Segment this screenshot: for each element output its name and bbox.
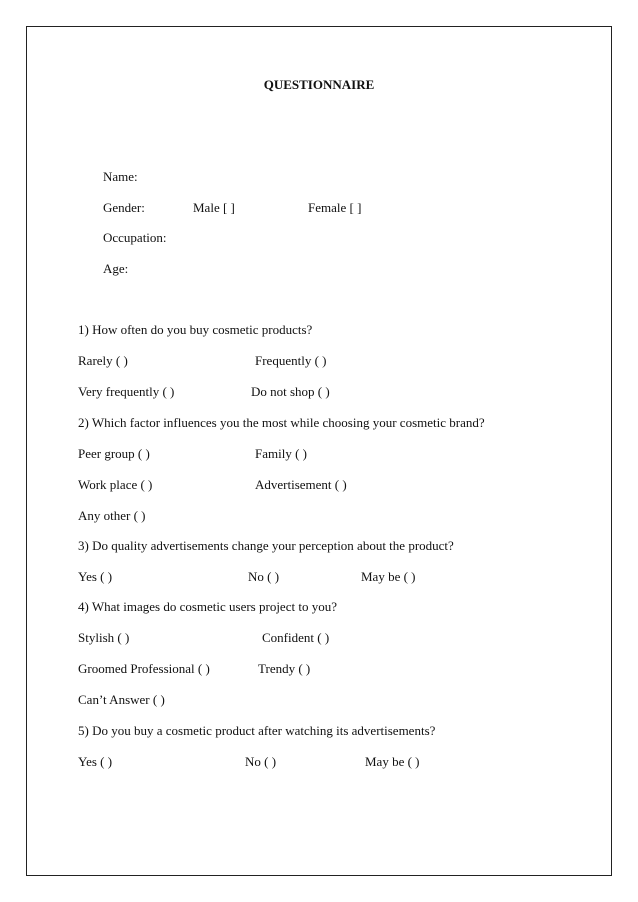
q3-option-yes[interactable]: Yes ( ) — [78, 569, 113, 584]
q1-option-rarely[interactable]: Rarely ( ) — [78, 353, 128, 368]
q4-option-trendy[interactable]: Trendy ( ) — [258, 661, 311, 676]
q5-option-yes[interactable]: Yes ( ) — [78, 754, 113, 769]
q3-option-may-be[interactable]: May be ( ) — [361, 569, 416, 584]
q2-option-work-place[interactable]: Work place ( ) — [78, 477, 153, 492]
gender-label: Gender: — [103, 200, 145, 215]
q4-option-cant-answer[interactable]: Can’t Answer ( ) — [78, 692, 165, 707]
question-4-text: 4) What images do cosmetic users project to you? — [78, 599, 337, 614]
q2-option-family[interactable]: Family ( ) — [255, 446, 307, 461]
question-2-text: 2) Which factor influences you the most while choosing your cosmetic brand? — [78, 415, 485, 430]
question-5-text: 5) Do you buy a cosmetic product after watching its advertisements? — [78, 723, 436, 738]
age-label: Age: — [103, 261, 129, 276]
q5-option-no[interactable]: No ( ) — [245, 754, 277, 769]
q2-option-peer-group[interactable]: Peer group ( ) — [78, 446, 150, 461]
q2-option-any-other[interactable]: Any other ( ) — [78, 508, 146, 523]
q5-option-may-be[interactable]: May be ( ) — [365, 754, 420, 769]
female-option[interactable]: Female [ ] — [308, 200, 362, 215]
page-title: QUESTIONNAIRE — [263, 77, 375, 92]
occupation-label: Occupation: — [103, 230, 167, 245]
q1-option-do-not-shop[interactable]: Do not shop ( ) — [251, 384, 330, 399]
q3-option-no[interactable]: No ( ) — [248, 569, 280, 584]
q4-option-groomed-professional[interactable]: Groomed Professional ( ) — [78, 661, 210, 676]
name-label: Name: — [103, 169, 138, 184]
question-1-text: 1) How often do you buy cosmetic products? — [78, 322, 313, 337]
question-3-text: 3) Do quality advertisements change your perception about the product? — [78, 538, 454, 553]
q4-option-stylish[interactable]: Stylish ( ) — [78, 630, 130, 645]
q2-option-advertisement[interactable]: Advertisement ( ) — [255, 477, 347, 492]
q1-option-frequently[interactable]: Frequently ( ) — [255, 353, 327, 368]
q1-option-very-frequently[interactable]: Very frequently ( ) — [78, 384, 175, 399]
male-option[interactable]: Male [ ] — [193, 200, 235, 215]
q4-option-confident[interactable]: Confident ( ) — [262, 630, 330, 645]
